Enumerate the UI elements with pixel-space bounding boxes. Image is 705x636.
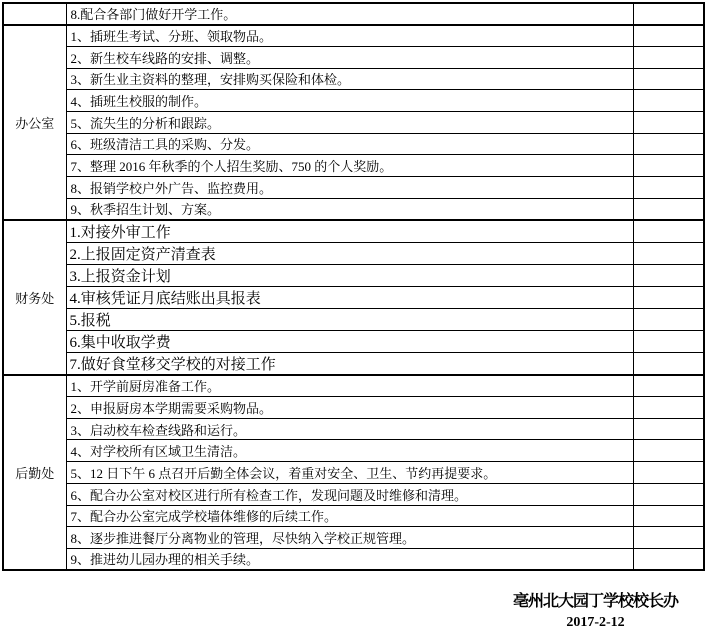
status-cell (633, 286, 704, 308)
table-row (3, 264, 704, 286)
status-cell (633, 505, 704, 527)
status-cell (633, 220, 704, 243)
task-cell: 8.配合各部门做好开学工作。 (66, 3, 633, 25)
status-cell (633, 527, 704, 549)
status-cell (633, 375, 704, 397)
status-cell (633, 308, 704, 330)
table-row (3, 25, 704, 47)
task-cell: 8、逐步推进餐厅分离物业的管理，尽快纳入学校正规管理。 (66, 527, 633, 549)
table-row (3, 397, 704, 419)
status-cell (633, 330, 704, 352)
footer-block (513, 588, 678, 631)
status-cell (633, 46, 704, 68)
table-row (3, 46, 704, 68)
work-plan-table-body (3, 3, 704, 570)
task-cell: 3.上报资金计划 (66, 264, 633, 286)
task-cell: 5.报税 (66, 308, 633, 330)
table-row (3, 483, 704, 505)
table-row (3, 330, 704, 352)
table-row (3, 286, 704, 308)
task-cell: 6.集中收取学费 (66, 330, 633, 352)
department-cell (3, 3, 66, 25)
table-row (3, 133, 704, 155)
task-cell: 6、班级清洁工具的采购、分发。 (66, 133, 633, 155)
task-cell: 7、整理 2016 年秋季的个人招生奖励、750 的个人奖励。 (66, 155, 633, 177)
table-row (3, 198, 704, 220)
status-cell (633, 90, 704, 112)
table-row (3, 505, 704, 527)
status-cell (633, 418, 704, 440)
task-cell: 2、申报厨房本学期需要采购物品。 (66, 397, 633, 419)
status-cell (633, 548, 704, 570)
task-cell: 2.上报固定资产清查表 (66, 242, 633, 264)
status-cell (633, 68, 704, 90)
task-cell: 3、新生业主资料的整理，安排购买保险和体检。 (66, 68, 633, 90)
task-cell: 1.对接外审工作 (66, 220, 633, 243)
task-cell: 9、秋季招生计划、方案。 (66, 198, 633, 220)
department-cell: 后勤处 (3, 375, 66, 570)
task-cell: 8、报销学校户外广告、监控费用。 (66, 177, 633, 199)
table-row (3, 308, 704, 330)
status-cell (633, 198, 704, 220)
date: 2017-2-12 (566, 615, 625, 630)
table-row (3, 352, 704, 375)
status-cell (633, 352, 704, 375)
status-cell (633, 133, 704, 155)
table-row (3, 418, 704, 440)
task-cell: 1、插班生考试、分班、领取物品。 (66, 25, 633, 47)
status-cell (633, 462, 704, 484)
table-row (3, 68, 704, 90)
task-cell: 6、配合办公室对校区进行所有检查工作，发现问题及时维修和清理。 (66, 483, 633, 505)
task-cell: 7、配合办公室完成学校墙体维修的后续工作。 (66, 505, 633, 527)
status-cell (633, 397, 704, 419)
table-row (3, 155, 704, 177)
status-cell (633, 264, 704, 286)
table-row (3, 220, 704, 243)
task-cell: 7.做好食堂移交学校的对接工作 (66, 352, 633, 375)
table-row (3, 548, 704, 570)
table-row (3, 242, 704, 264)
status-cell (633, 155, 704, 177)
task-cell: 1、开学前厨房准备工作。 (66, 375, 633, 397)
task-cell: 4、插班生校服的制作。 (66, 90, 633, 112)
task-cell: 4、对学校所有区域卫生清洁。 (66, 440, 633, 462)
status-cell (633, 111, 704, 133)
status-cell (633, 3, 704, 25)
task-cell: 5、流失生的分析和跟踪。 (66, 111, 633, 133)
table-row (3, 462, 704, 484)
table-row (3, 90, 704, 112)
department-cell: 办公室 (3, 25, 66, 220)
table-row (3, 440, 704, 462)
status-cell (633, 483, 704, 505)
status-cell (633, 25, 704, 47)
table-row (3, 177, 704, 199)
signature: 亳州北大园丁学校校长办 (512, 593, 678, 610)
work-plan-table (2, 2, 705, 571)
department-cell: 财务处 (3, 220, 66, 375)
task-cell: 3、启动校车检查线路和运行。 (66, 418, 633, 440)
table-row (3, 375, 704, 397)
task-cell: 2、新生校车线路的安排、调整。 (66, 46, 633, 68)
status-cell (633, 440, 704, 462)
task-cell: 5、12 日下午 6 点召开后勤全体会议，着重对安全、卫生、节约再提要求。 (66, 462, 633, 484)
task-cell: 4.审核凭证月底结账出具报表 (66, 286, 633, 308)
status-cell (633, 177, 704, 199)
status-cell (633, 242, 704, 264)
table-row (3, 527, 704, 549)
table-row (3, 3, 704, 25)
table-row (3, 111, 704, 133)
task-cell: 9、推进幼儿园办理的相关手续。 (66, 548, 633, 570)
